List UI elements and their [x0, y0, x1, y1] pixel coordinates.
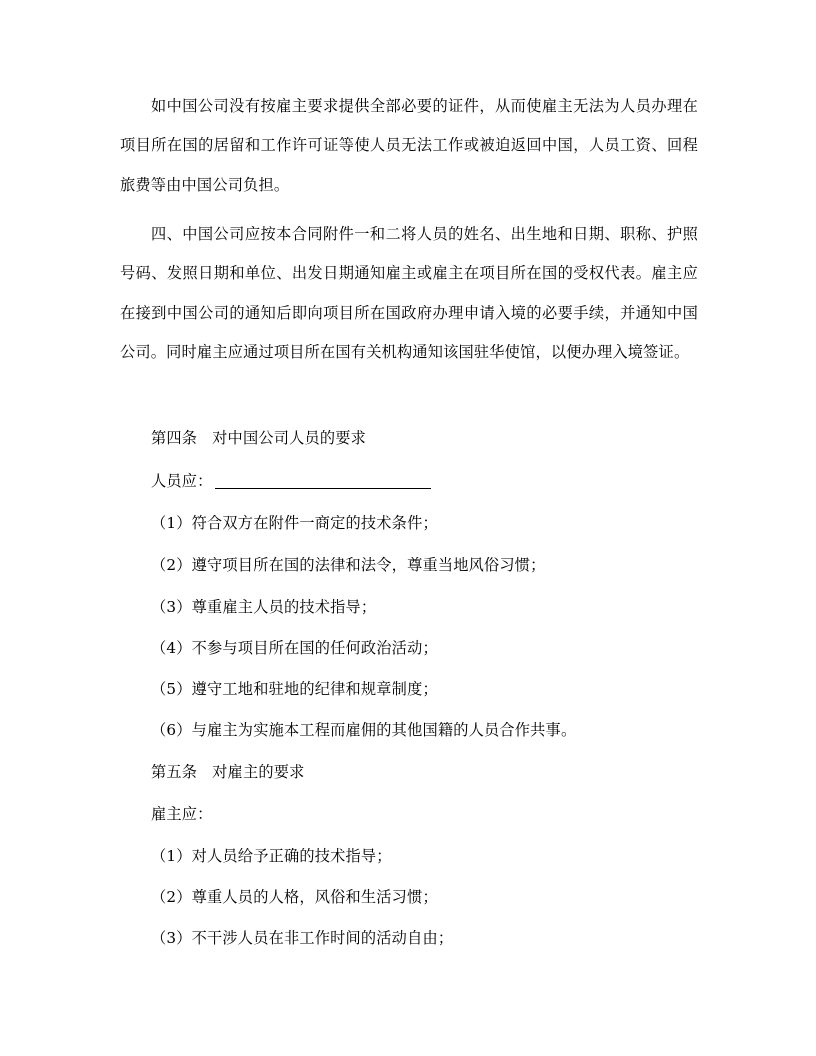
article-5-item-1: （1）对人员给予正确的技术指导； — [151, 847, 392, 865]
article-5-number: 第五条 — [151, 763, 198, 781]
article-5-title: 对雇主的要求 — [212, 763, 305, 781]
article-5-item-2: （2）尊重人员的人格，风俗和生活习惯； — [151, 888, 438, 906]
article-4-item-5: （5）遵守工地和驻地的纪律和规章制度； — [151, 680, 438, 698]
article-4-number: 第四条 — [151, 429, 198, 447]
article-4-title: 对中国公司人员的要求 — [212, 429, 367, 447]
article-4-item-4: （4）不参与项目所在国的任何政治活动； — [151, 639, 438, 657]
article-4-item-1: （1）符合双方在附件一商定的技术条件； — [151, 514, 438, 532]
article-4-item-3: （3）尊重雇主人员的技术指导； — [151, 598, 377, 616]
article-4-item-2: （2）遵守项目所在国的法律和法令，尊重当地风俗习惯； — [151, 556, 546, 574]
paragraph-notification-entry-procedures: 四、中国公司应按本合同附件一和二将人员的姓名、出生地和日期、职称、护照号码、发照日期和单位、出发日期通知雇主或雇主在项目所在国的受权代表。雇主应在接到中国公司的通知后即向项目所在国政府办理申请入境的必要手续，并通知中国公司。同时雇主应通过项目所在国有关机构通知该国驻华使馆，以便办理入境签证。 — [120, 225, 698, 361]
article-4-intro — [151, 470, 431, 492]
article-5-intro: 雇主应： — [151, 805, 213, 823]
article-5-heading — [151, 761, 305, 783]
fill-in-blank-line — [215, 472, 431, 489]
paragraph-certificates-liability: 如中国公司没有按雇主要求提供全部必要的证件，从而使雇主无法为人员办理在项目所在国的居留和工作许可证等使人员无法工作或被迫返回中国，人员工资、回程旅费等由中国公司负担。 — [120, 97, 698, 194]
article-4-heading — [151, 427, 366, 449]
article-4-item-6: （6）与雇主为实施本工程而雇佣的其他国籍的人员合作共事。 — [151, 721, 577, 739]
article-4-intro-text: 人员应： — [151, 472, 213, 490]
article-5-item-3: （3）不干涉人员在非工作时间的活动自由； — [151, 929, 454, 947]
